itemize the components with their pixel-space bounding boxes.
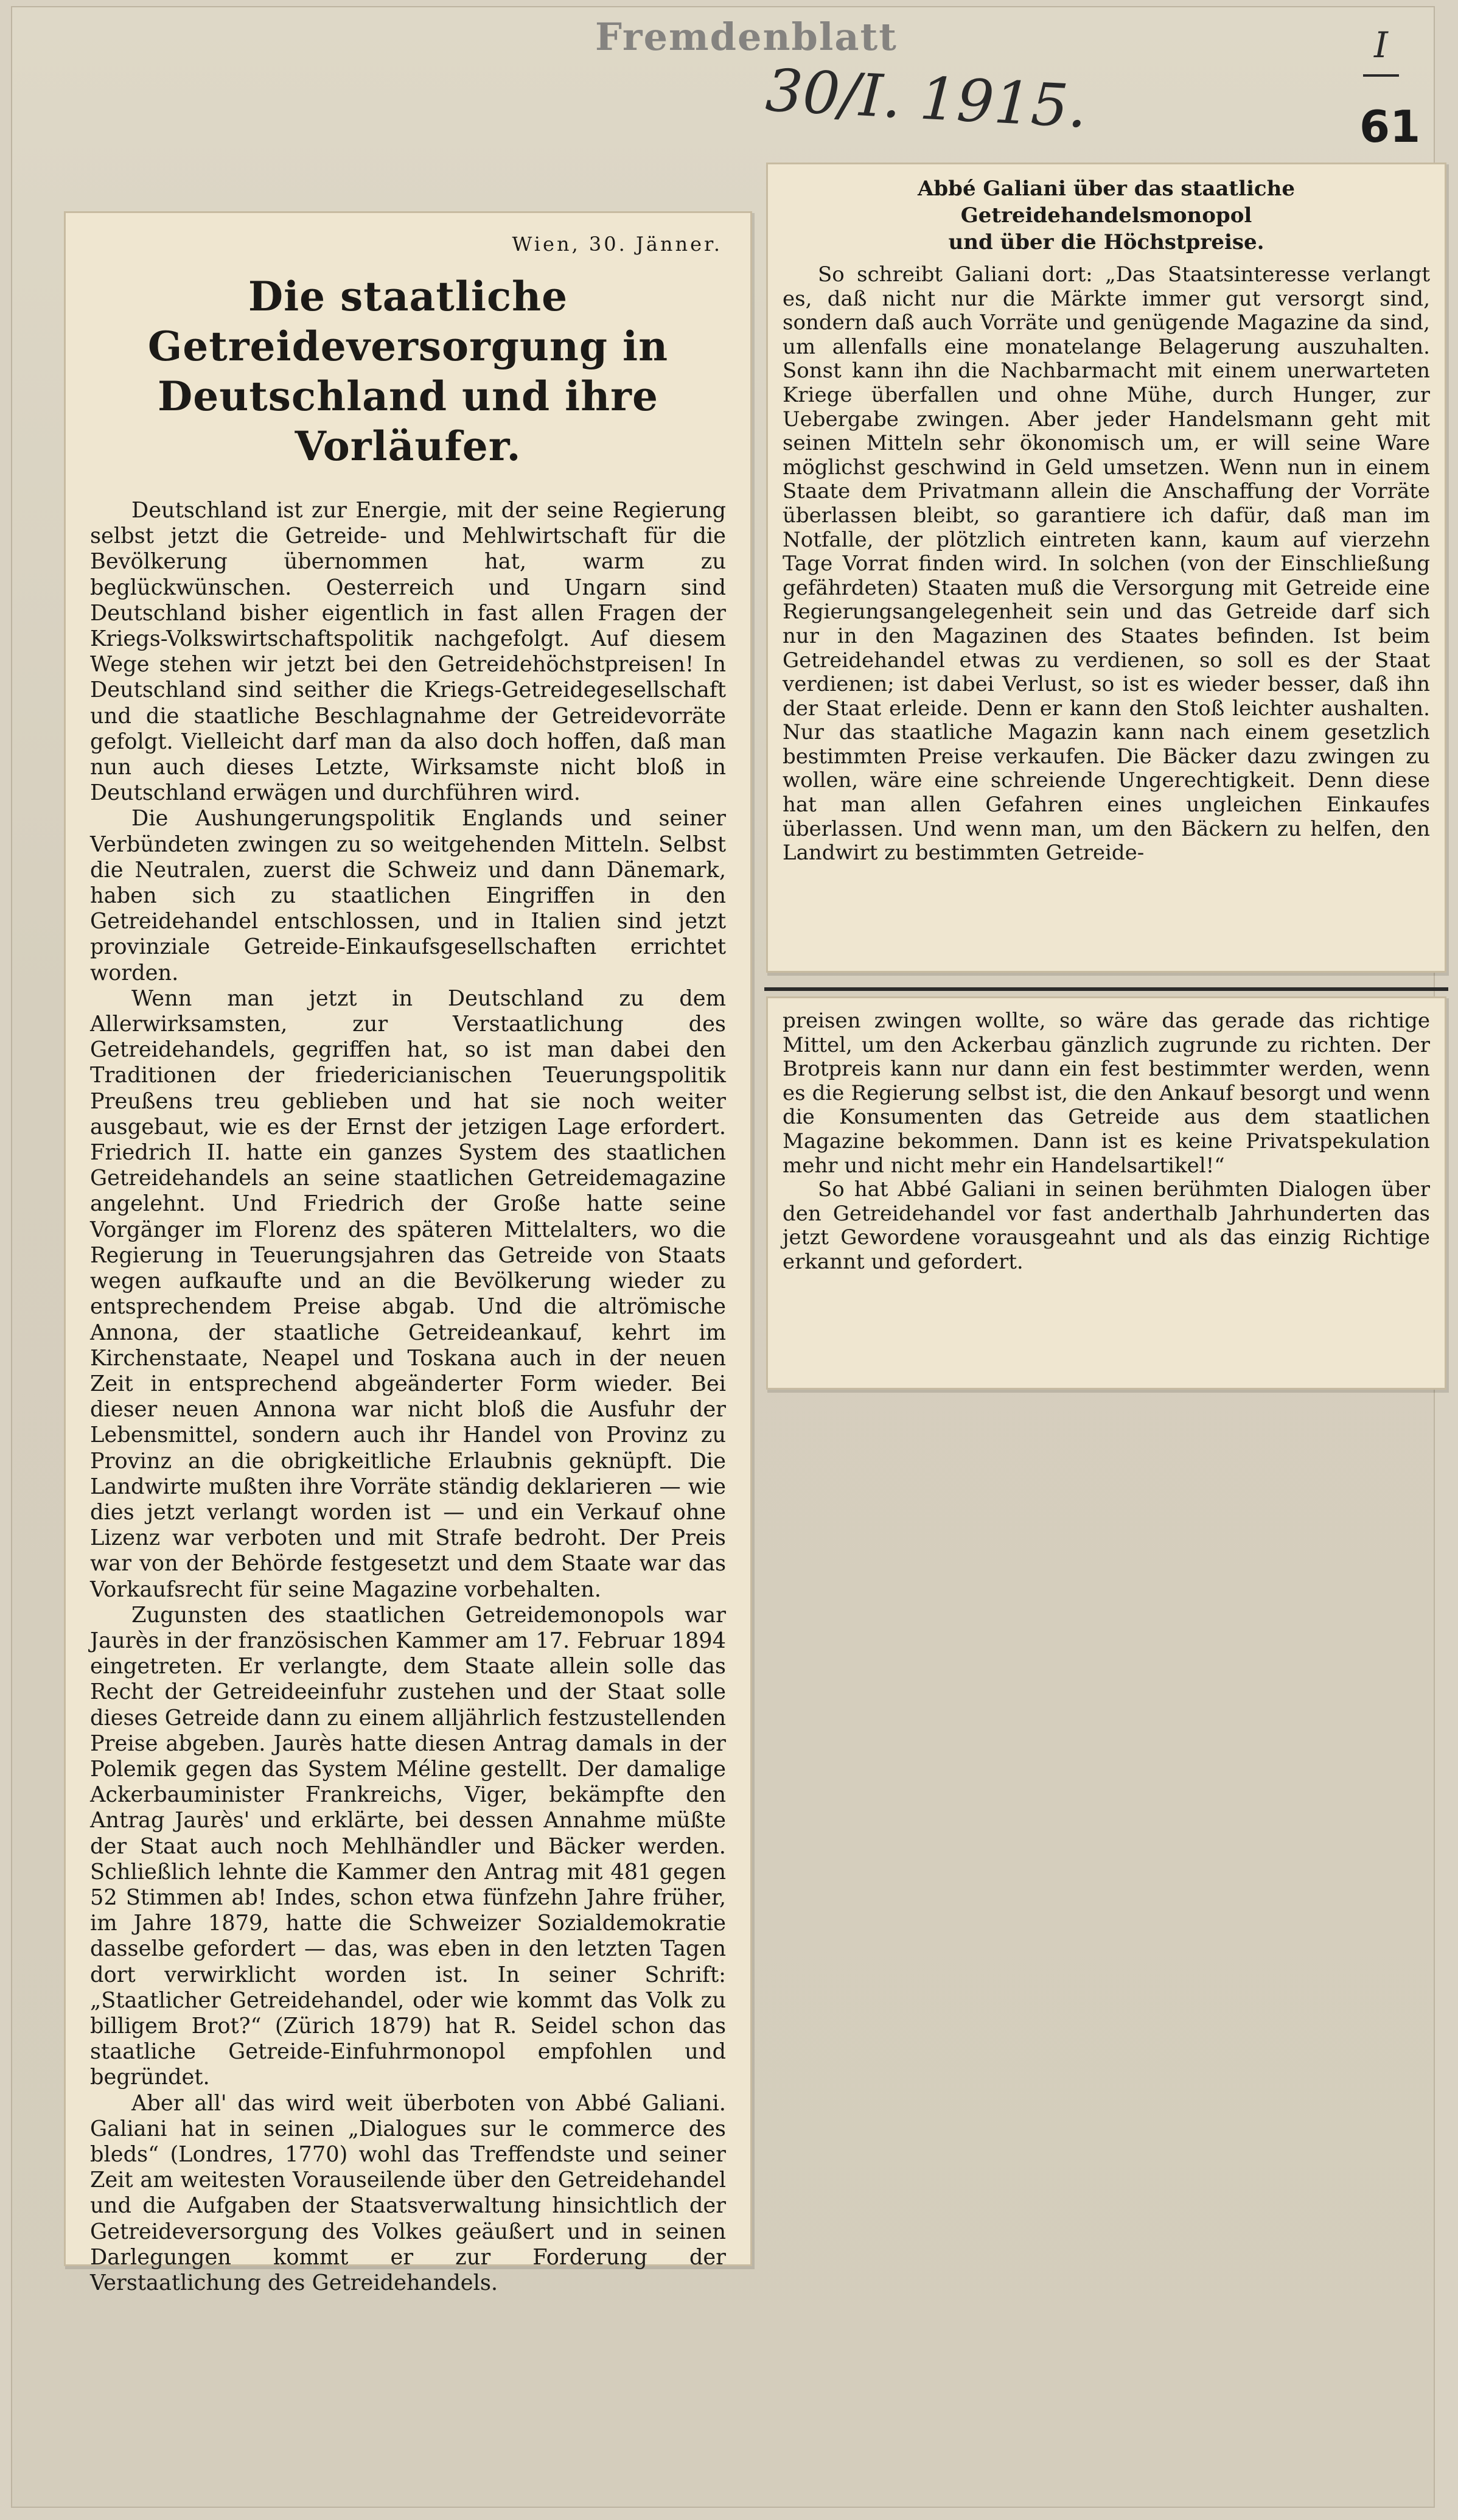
section-headline-line-2: und über die Höchstpreise. [948,230,1264,254]
article-headline [90,271,726,471]
paragraph: Aber all' das wird weit überboten von Abbé Galiani. Galiani hat in seinen „Dialogues sur le commerce des bleds“ (Londres, 1770) wohl das Treffendste und seiner Zeit am weitesten Vorauseilende über den Getreidehandel und die Aufgaben der Staatsverwaltung hinsichtlich der Getreideversorgung des Volkes geäußert und in seinen Darlegungen kommt er zur Forderung der Verstaatlichung des Getreidehandels. [90,2090,726,2296]
page-number: 61 [1359,101,1421,152]
paragraph: Wenn man jetzt in Deutschland zu dem Allerwirksamsten, zur Verstaatlichung des Getreidehandels, gegriffen hat, so ist man dabei den Traditionen der friedericianischen Teuerungspolitik Preußens treu geblieben und hat sie noch weiter ausgebaut, wie es der Ernst der jetzigen Lage erfordert. Friedrich II. hatte ein ganzes System des staatlichen Getreidehandels an seine staatlichen Getreidemagazine angelehnt. Und Friedrich der Große hatte seine Vorgänger im Florenz des späteren Mittelalters, wo die Regierung in Teuerungsjahren das Getreide von Staats wegen aufkaufte und an die Bevölkerung wieder zu entsprechendem Preise abgab. Und die altrömische Annona, der staatliche Getreideankauf, kehrt im Kirchenstaate, Neapel und Toskana auch in der neuen Zeit in entsprechend abgeänderter Form wieder. Bei dieser neuen Annona war nicht bloß die Ausfuhr der Lebensmittel, sondern auch ihr Handel von Provinz zu Provinz an die obrigkeitliche Erlaubnis geknüpft. Die Landwirte mußten ihre Vorräte ständig deklarieren — wie dies jetzt verlangt worden ist — und ein Verkauf ohne Lizenz war verboten und mit Strafe bedroht. Der Preis war von der Behörde festgesetzt und dem Staate war das Vorkaufsrecht für seine Magazine vorbehalten. [90,985,726,1602]
handwritten-date: 30/I. 1915. [764,56,1089,141]
article-clipping-right-top [768,164,1445,971]
newspaper-stamp: Fremdenblatt [595,15,898,59]
paragraph: So schreibt Galiani dort: „Das Staatsinteresse verlangt es, daß nicht nur die Märkte immer gut versorgt sind, sondern daß auch Vorräte und genügende Magazine da sind, um allenfalls eine monatelange Belagerung auszuhalten. Sonst kann ihn die Nachbarmacht mit einem unerwarteten Kriege überfallen und ohne Mühe, durch Hunger, zur Uebergabe zwingen. Aber jeder Handelsmann geht mit seinen Mitteln sehr ökonomisch um, er will seine Ware möglichst geschwind in Geld umsetzen. Wenn nun in einem Staate dem Privatmann allein die Anschaffung der Vorräte überlassen bleibt, so garantiere ich dafür, daß man im Notfalle, der plötzlich eintreten kann, kaum auf vierzehn Tage Vorrat finden wird. In solchen (von der Einschließung gefährdeten) Staaten muß die Versorgung mit Getreide eine Regierungsangelegenheit sein und das Getreide darf sich nur in den Magazinen des Staates befinden. Ist beim Getreidehandel etwas zu verdienen, so soll es der Staat verdienen; ist dabei Verlust, so ist es wieder besser, daß ihn der Staat erleide. Denn er kann den Stoß leichter aushalten. Nur das staatliche Magazin kann nach einem gesetzlich bestimmten Preise verkaufen. Die Bäcker dazu zwingen zu wollen, wäre eine schreiende Ungerechtigkeit. Denn diese hat man allen Gefahren eines ungleichen Einkaufes überlassen. Und wenn man, um den Bäckern zu helfen, den Landwirt zu bestimmten Getreide- [783,262,1430,866]
paragraph: Zugunsten des staatlichen Getreidemonopols war Jaurès in der französischen Kammer am 17. Februar 1894 eingetreten. Er verlangte, dem Staate allein solle das Recht der Getreideeinfuhr zustehen und der Staat solle dieses Getreide dann zu einem alljährlich festzustellenden Preise abgeben. Jaurès hatte diesen Antrag damals in der Polemik gegen das System Méline gestellt. Der damalige Ackerbauminister Frankreichs, Viger, bekämpfte den Antrag Jaurès' und erklärte, bei dessen Annahme müßte der Staat auch noch Mehlhändler und Bäcker werden. Schließlich lehnte die Kammer den Antrag mit 481 gegen 52 Stimmen ab! Indes, schon etwa fünfzehn Jahre früher, im Jahre 1879, hatte die Schweizer Sozialdemokratie dasselbe gefordert — das, was eben in den letzten Tagen dort verwirklicht worden ist. In seiner Schrift: „Staatlicher Getreidehandel, oder wie kommt das Volk zu billigem Brot?“ (Zürich 1879) hat R. Seidel schon das staatliche Getreide-Einfuhrmonopol empfohlen und begründet. [90,1602,726,2090]
headline-line-2: Deutschland und ihre Vorläufer. [158,373,658,470]
paragraph: Die Aushungerungspolitik Englands und seiner Verbündeten zwingen zu so weitgehenden Mitteln. Selbst die Neutralen, zuerst die Schweiz und dann Dänemark, haben sich zu staatlichen Eingriffen in den Getreidehandel entschlossen, und in Italien sind jetzt provinziale Getreide-Einkaufsgesellschaften errichtet worden. [90,806,726,985]
column-rule [764,987,1448,991]
paragraph: preisen zwingen wollte, so wäre das gerade das richtige Mittel, um den Ackerbau gänzlich zugrunde zu richten. Der Brotpreis kann nur dann ein fest bestimmter werden, wenn es die Regierung selbst ist, die den Ankauf besorgt und wenn die Konsumenten das Getreide aus dem staatlichen Magazine bekommen. Dann ist es keine Privatspekulation mehr und nicht mehr ein Handelsartikel!“ [783,1009,1430,1178]
paragraph: Deutschland ist zur Energie, mit der seine Regierung selbst jetzt die Getreide- und Mehlwirtschaft für die Bevölkerung übernommen hat, warm zu beglückwünschen. Oesterreich und Ungarn sind Deutschland bisher eigentlich in fast allen Fragen der Kriegs-Volkswirtschaftspolitik nachgefolgt. Auf diesem Wege stehen wir jetzt bei den Getreidehöchstpreisen! In Deutschland sind seither die Kriegs-Getreidegesellschaft und die staatliche Beschlagnahme der Getreidevorräte gefolgt. Vielleicht darf man da also doch hoffen, daß man nun auch dieses Letzte, Wirksamste nicht bloß in Deutschland erwägen und durchführen wird. [90,498,726,806]
paragraph: So hat Abbé Galiani in seinen berühmten Dialogen über den Getreidehandel vor fast anderthalb Jahrhunderten das jetzt Gewordene vorausgeahnt und als das einzig Richtige erkannt und gefordert. [783,1177,1430,1274]
headline-line-1: Die staatliche Getreideversorgung in [147,273,669,370]
article-clipping-left [66,213,750,2296]
section-headline-line-1: Abbé Galiani über das staatliche Getreidehandelsmonopol [918,177,1295,228]
section-headline [783,175,1430,256]
article-clipping-right-bottom [768,998,1445,1388]
dateline: Wien, 30. Jänner. [512,233,722,256]
handwritten-roman-numeral: I [1374,24,1388,66]
